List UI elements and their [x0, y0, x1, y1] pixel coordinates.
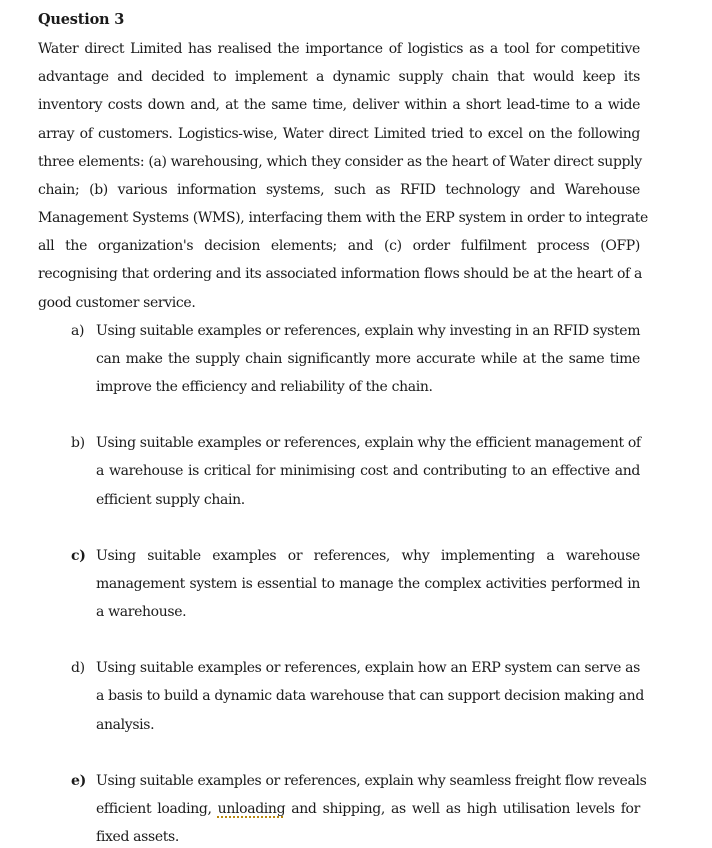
question-label: d): [71, 660, 85, 676]
question-line: can make the supply chain significantly more accurate while at the same time: [96, 351, 640, 367]
question-line: fixed assets.: [96, 829, 179, 845]
question-line: analysis.: [96, 717, 155, 733]
question-line: Using suitable examples or references, explain how an ERP system can serve as: [96, 660, 640, 676]
question-line: improve the efficiency and reliability of the chain.: [96, 379, 433, 395]
question-line: Using suitable examples or references, explain why seamless freight flow reveals: [96, 773, 647, 789]
question-line: a warehouse.: [96, 604, 187, 620]
question-line: [96, 799, 640, 819]
spellcheck-flagged-word[interactable]: unloading: [217, 801, 286, 817]
intro-line: Water direct Limited has realised the importance of logistics as a tool for competitive: [38, 41, 640, 57]
intro-line: recognising that ordering and its associated information flows should be at the heart of a: [38, 266, 642, 282]
question-line: Using suitable examples or references, explain why investing in an RFID system: [96, 323, 641, 339]
intro-line: Management Systems (WMS), interfacing them with the ERP system in order to integrate: [38, 210, 648, 226]
question-line: management system is essential to manage the complex activities performed in: [96, 576, 640, 592]
question-label: a): [71, 323, 85, 339]
text-segment: and shipping, as well as high utilisation levels for: [285, 801, 640, 817]
question-label: b): [71, 435, 85, 451]
question-line: Using suitable examples or references, explain why the efficient management of: [96, 435, 641, 451]
question-label: c): [71, 548, 86, 564]
question-line: a warehouse is critical for minimising cost and contributing to an effective and: [96, 463, 640, 479]
question-line: a basis to build a dynamic data warehouse that can support decision making and: [96, 688, 644, 704]
question-line: efficient supply chain.: [96, 492, 245, 508]
text-segment: efficient loading,: [96, 801, 218, 817]
intro-line: good customer service.: [38, 295, 196, 311]
intro-line: all the organization's decision elements; and (c) order fulfilment process (OFP): [38, 238, 640, 254]
question-line: Using suitable examples or references, why implementing a warehouse: [96, 548, 640, 564]
question-label: e): [71, 773, 86, 789]
question-heading: Question 3: [38, 11, 125, 28]
intro-line: three elements: (a) warehousing, which they consider as the heart of Water direct supply: [38, 154, 642, 170]
intro-line: advantage and decided to implement a dynamic supply chain that would keep its: [38, 69, 640, 85]
intro-line: chain; (b) various information systems, such as RFID technology and Warehouse: [38, 182, 640, 198]
intro-line: array of customers. Logistics-wise, Water direct Limited tried to excel on the following: [38, 126, 640, 142]
intro-line: inventory costs down and, at the same time, deliver within a short lead-time to a wide: [38, 97, 640, 113]
